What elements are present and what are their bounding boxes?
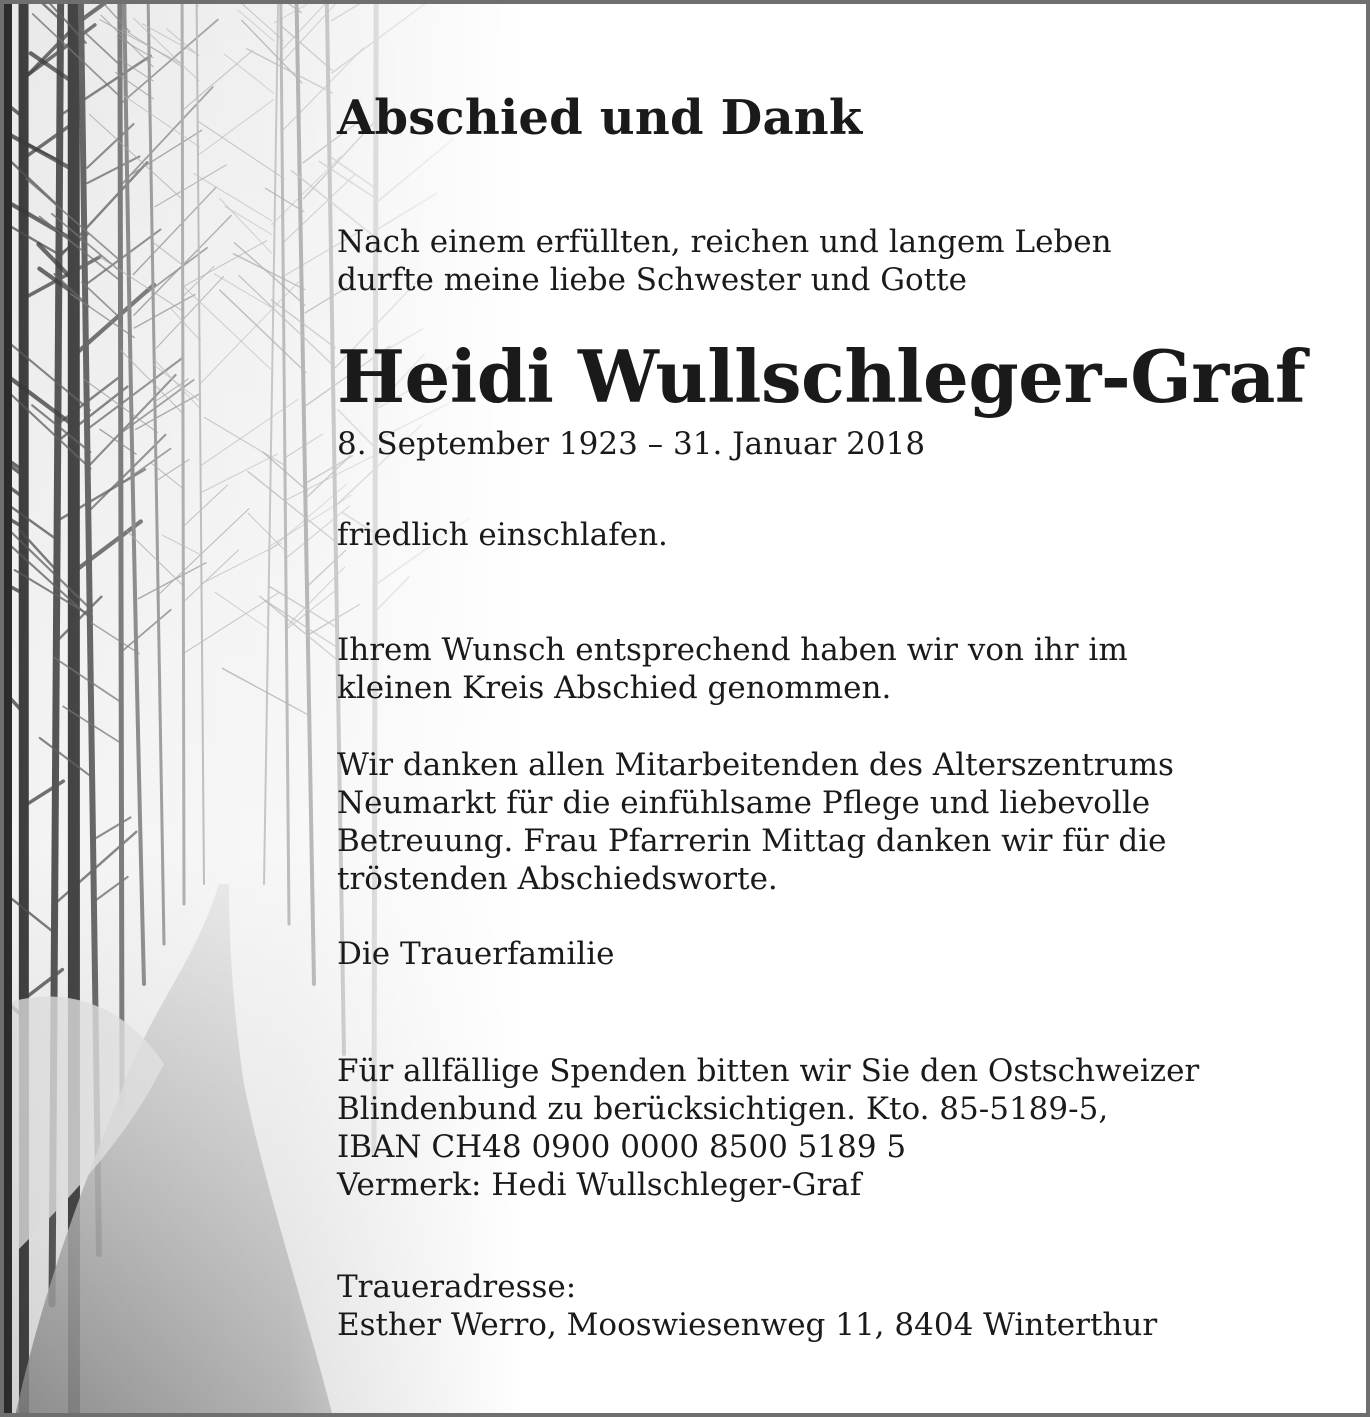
donations-line: Blindenbund zu berücksichtigen. Kto. 85-5189-5,: [337, 1091, 1109, 1127]
thanks-line: Wir danken allen Mitarbeitenden des Alterszentrums: [337, 747, 1174, 783]
address-block: [337, 1268, 1157, 1344]
address-label: Traueradresse:: [337, 1269, 577, 1305]
donations-line: Vermerk: Hedi Wullschleger-Graf: [337, 1167, 862, 1203]
donations-line: Für allfällige Spenden bitten wir Sie den Ostschweizer: [337, 1053, 1200, 1089]
intro-line: Nach einem erfüllten, reichen und langem Leben: [337, 224, 1112, 260]
thanks-line: Neumarkt für die einfühlsame Pflege und liebevolle: [337, 785, 1151, 821]
farewell-line: kleinen Kreis Abschied genommen.: [337, 670, 892, 706]
intro-paragraph: [337, 223, 1112, 299]
thanks-paragraph: [337, 746, 1174, 898]
farewell-line: Ihrem Wunsch entsprechend haben wir von ihr im: [337, 632, 1128, 668]
signature: Die Trauerfamilie: [337, 936, 615, 972]
farewell-paragraph: [337, 631, 1128, 707]
intro-line: durfte meine liebe Schwester und Gotte: [337, 262, 967, 298]
donations-line: IBAN CH48 0900 0000 8500 5189 5: [337, 1129, 907, 1165]
donations-paragraph: [337, 1052, 1199, 1204]
winter-forest-image: [4, 4, 524, 1417]
thanks-line: tröstenden Abschiedsworte.: [337, 861, 778, 897]
heading: Abschied und Dank: [337, 90, 863, 146]
closing-phrase: friedlich einschlafen.: [337, 517, 668, 553]
address-line: Esther Werro, Mooswiesenweg 11, 8404 Winterthur: [337, 1307, 1158, 1343]
deceased-name: Heidi Wullschleger-Graf: [337, 334, 1306, 419]
life-dates: 8. September 1923 – 31. Januar 2018: [337, 426, 926, 462]
thanks-line: Betreuung. Frau Pfarrerin Mittag danken wir für die: [337, 823, 1167, 859]
